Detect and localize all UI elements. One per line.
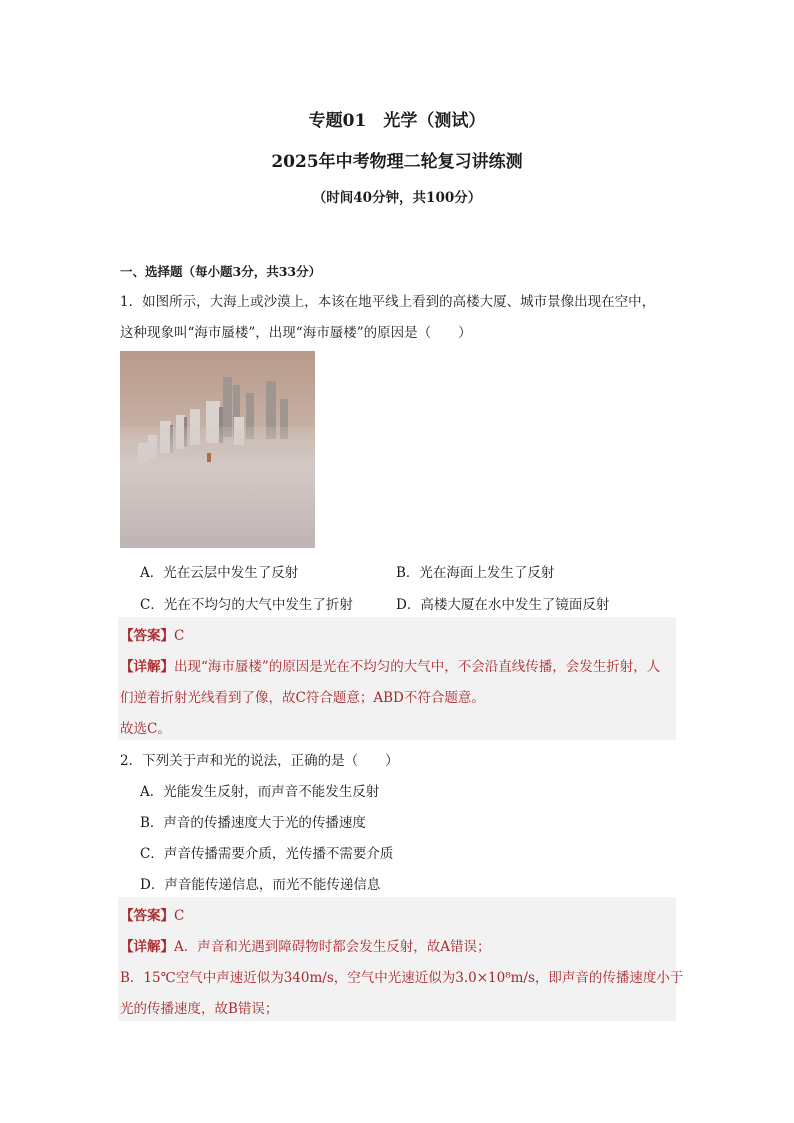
q2-answer-label: 【答案】 — [120, 908, 174, 924]
q2-detail-line1 — [120, 935, 491, 955]
page-title: 专题01 光学（测试） — [308, 111, 486, 131]
mirage-city-photo — [120, 351, 315, 548]
q1-detail-line3: 故选C。 — [120, 721, 171, 737]
q1-answer — [120, 624, 184, 644]
q2-detail-text1: A．声音和光遇到障碍物时都会发生反射，故A错误； — [174, 939, 491, 955]
q1-detail-label: 【详解】 — [120, 659, 174, 675]
q2-stem: 2．下列关于声和光的说法，正确的是（ ） — [120, 753, 399, 769]
q2-answer — [120, 904, 184, 924]
q1-stem-line2: 这种现象叫“海市蜃楼”，出现“海市蜃楼”的原因是（ ） — [120, 325, 472, 341]
q1-option-d: D．高楼大厦在水中发生了镜面反射 — [396, 597, 610, 613]
q2-option-a: A．光能发生反射，而声音不能发生反射 — [140, 784, 380, 800]
q1-option-b: B．光在海面上发生了反射 — [396, 565, 555, 581]
q2-option-d: D．声音能传递信息，而光不能传递信息 — [140, 877, 381, 893]
q2-option-b: B．声音的传播速度大于光的传播速度 — [140, 815, 366, 831]
page-subtitle: 2025年中考物理二轮复习讲练测 — [271, 152, 523, 172]
time-note: （时间40分钟，共100分） — [312, 190, 482, 206]
q2-detail-line3: 光的传播速度，故B错误； — [120, 1001, 279, 1017]
q1-option-a: A．光在云层中发生了反射 — [140, 565, 299, 581]
q1-detail-line1 — [120, 655, 660, 675]
section-heading: 一、选择题（每小题3分，共33分） — [120, 264, 322, 279]
q2-detail-label: 【详解】 — [120, 939, 174, 955]
q1-option-c: C．光在不均匀的大气中发生了折射 — [140, 597, 353, 613]
q1-answer-box — [118, 617, 676, 740]
q1-stem-line1: 1．如图所示，大海上或沙漠上，本该在地平线上看到的高楼大厦、城市景像出现在空中， — [120, 294, 656, 310]
q1-detail-line2: 们逆着折射光线看到了像，故C符合题意；ABD不符合题意。 — [120, 690, 485, 706]
q2-answer-value: C — [174, 908, 185, 924]
q1-detail-text1: 出现“海市蜃楼”的原因是光在不均匀的大气中，不会沿直线传播，会发生折射，人 — [174, 659, 661, 675]
q2-detail-line2: B．15℃空气中声速近似为340m/s，空气中光速近似为3.0×10⁸m/s，即声音的传播速度小于 — [120, 970, 684, 986]
q1-answer-label: 【答案】 — [120, 628, 174, 644]
q2-option-c: C．声音传播需要介质，光传播不需要介质 — [140, 846, 394, 862]
q1-answer-value: C — [174, 628, 185, 644]
